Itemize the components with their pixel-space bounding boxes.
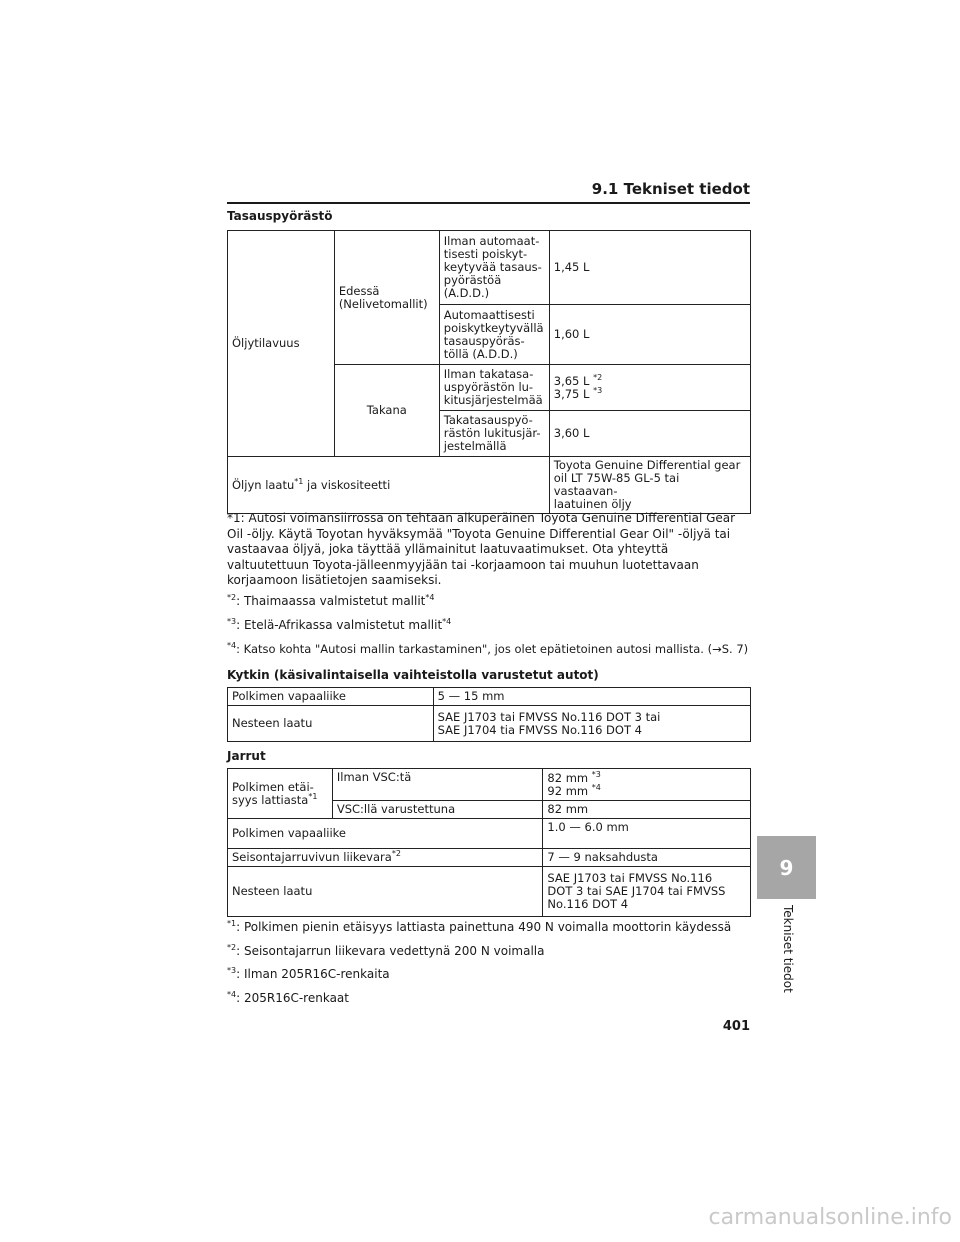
rear-value-b: 3,75 L [553,386,590,401]
brake-footnote-2: $^{*2}$: Seisontajarrun liikevara vedettynä 200 N voimalla [227,943,545,958]
brakes-table [227,768,751,917]
rear-value-b-footnote: *3 [593,385,603,395]
vsc-value: 82 mm [543,801,751,819]
no-vsc-label: Ilman VSC:tä [332,769,543,801]
chapter-label: Tekniset tiedot [781,905,795,993]
chapter-tab[interactable] [757,836,816,899]
brake-freeplay-value: 1.0 — 6.0 mm [543,819,751,849]
rear-label: Takana [334,365,439,457]
brake-footnote-4: $^{*4}$: 205R16C-renkaat [227,990,349,1005]
vsc-label: VSC:llä varustettuna [332,801,543,819]
pedal-distance-footnote: *1 [308,791,318,801]
section-title-differential: Tasauspyörästö [227,209,333,223]
header-rule [227,202,750,204]
parking-brake-label: Seisontajarruvivun liikevara$^{*2}$ [228,849,543,867]
brake-footnote-1: $^{*1}$: Polkimen pienin etäisyys lattiasta painettuna 490 N voimalla moottorin käydessä [227,919,732,934]
watermark: carmanualsonline.info [708,1205,952,1230]
parking-brake-value: 7 — 9 naksahdusta [543,849,751,867]
clutch-table [227,687,751,742]
oil-quality-value: Toyota Genuine Differential gear oil LT 75W-85 GL-5 tai vastaavan- laatuinen öljy [549,457,750,514]
brake-fluid-label: Nesteen laatu [228,867,543,917]
footnote-1: *1: Autosi voimansiirrossa on tehtaan alkuperäinen Toyota Genuine Differential Gear Oil -öljy. Käytä Toyotan hyväksymää "Toyota Genuine Differential Gear Oil" -öljyä tai vastaavaa öljyä, joka täyttää yllämainitut laatuvaatimukset. Ota yhteyttä valtuutettuun Toyota-jälleenmyyjään tai -korjaamoon tai muuhun luotettavaan korjaamoon lisätietojen saamiseksi. [227,511,736,587]
brake-footnote-3: $^{*3}$: Ilman 205R16C-renkaita [227,966,390,981]
footnote-4: $^{*4}$: Katso kohta "Autosi mallin tarkastaminen", jos olet epätietoinen autosi mallista. (→S. 7) [227,641,749,656]
front-row-2-value: 1,60 L [549,305,750,365]
rear-value-a: 3,65 L [553,373,590,388]
footnote-2: $^{*2}$: Thaimaassa valmistetut mallit$^{*4}$ [227,593,435,608]
chapter-number: 9 [779,855,794,880]
footnote-3: $^{*3}$: Etelä-Afrikassa valmistetut mallit$^{*4}$ [227,617,452,632]
rear-value-a-footnote: *2 [593,372,603,382]
rear-row-1-value [549,365,750,411]
page-number: 401 [722,1019,750,1034]
no-vsc-value: 82 mm $^{*3}$ 92 mm $^{*4}$ [543,769,751,801]
parking-brake-footnote: *2 [391,849,401,858]
front-row-1-desc: Ilman automaat- tisesti poiskyt- keytyvää tasaus- pyörästöä (A.D.D.) [439,231,549,305]
clutch-freeplay-value: 5 — 15 mm [433,688,750,706]
brake-freeplay-label: Polkimen vapaaliike [228,819,543,849]
rear-row-2-desc: Takatasauspyö- rästön lukitusjär- jestelmällä [439,411,549,457]
section-title-clutch: Kytkin (käsivalintaisella vaihteistolla varustetut autot) [227,668,599,682]
rear-row-1-desc: Ilman takatasa- uspyörästön lu- kitusjärjestelmää [439,365,549,411]
front-row-1-value: 1,45 L [549,231,750,305]
rear-row-2-value: 3,60 L [549,411,750,457]
section-title-brakes: Jarrut [227,749,266,763]
pedal-distance-label: Polkimen etäi- syys lattiasta$^{*1}$ [228,769,333,819]
oil-capacity-label: Öljytilavuus [228,231,335,457]
clutch-fluid-value: SAE J1703 tai FMVSS No.116 DOT 3 tai SAE J1704 tia FMVSS No.116 DOT 4 [433,706,750,742]
differential-table [227,230,751,514]
front-label: Edessä (Nelivetomallit) [334,231,439,365]
brake-fluid-value: SAE J1703 tai FMVSS No.116 DOT 3 tai SAE J1704 tai FMVSS No.116 DOT 4 [543,867,751,917]
oil-quality-footnote: *1 [294,476,304,486]
clutch-fluid-label: Nesteen laatu [228,706,434,742]
oil-quality-label: Öljyn laatu$^{*1}$ ja viskositeetti [228,457,550,514]
front-row-2-desc: Automaattisesti poiskytkeytyvällä tasauspyöräs- töllä (A.D.D.) [439,305,549,365]
clutch-freeplay-label: Polkimen vapaaliike [228,688,434,706]
section-header-title: 9.1 Tekniset tiedot [591,180,750,198]
